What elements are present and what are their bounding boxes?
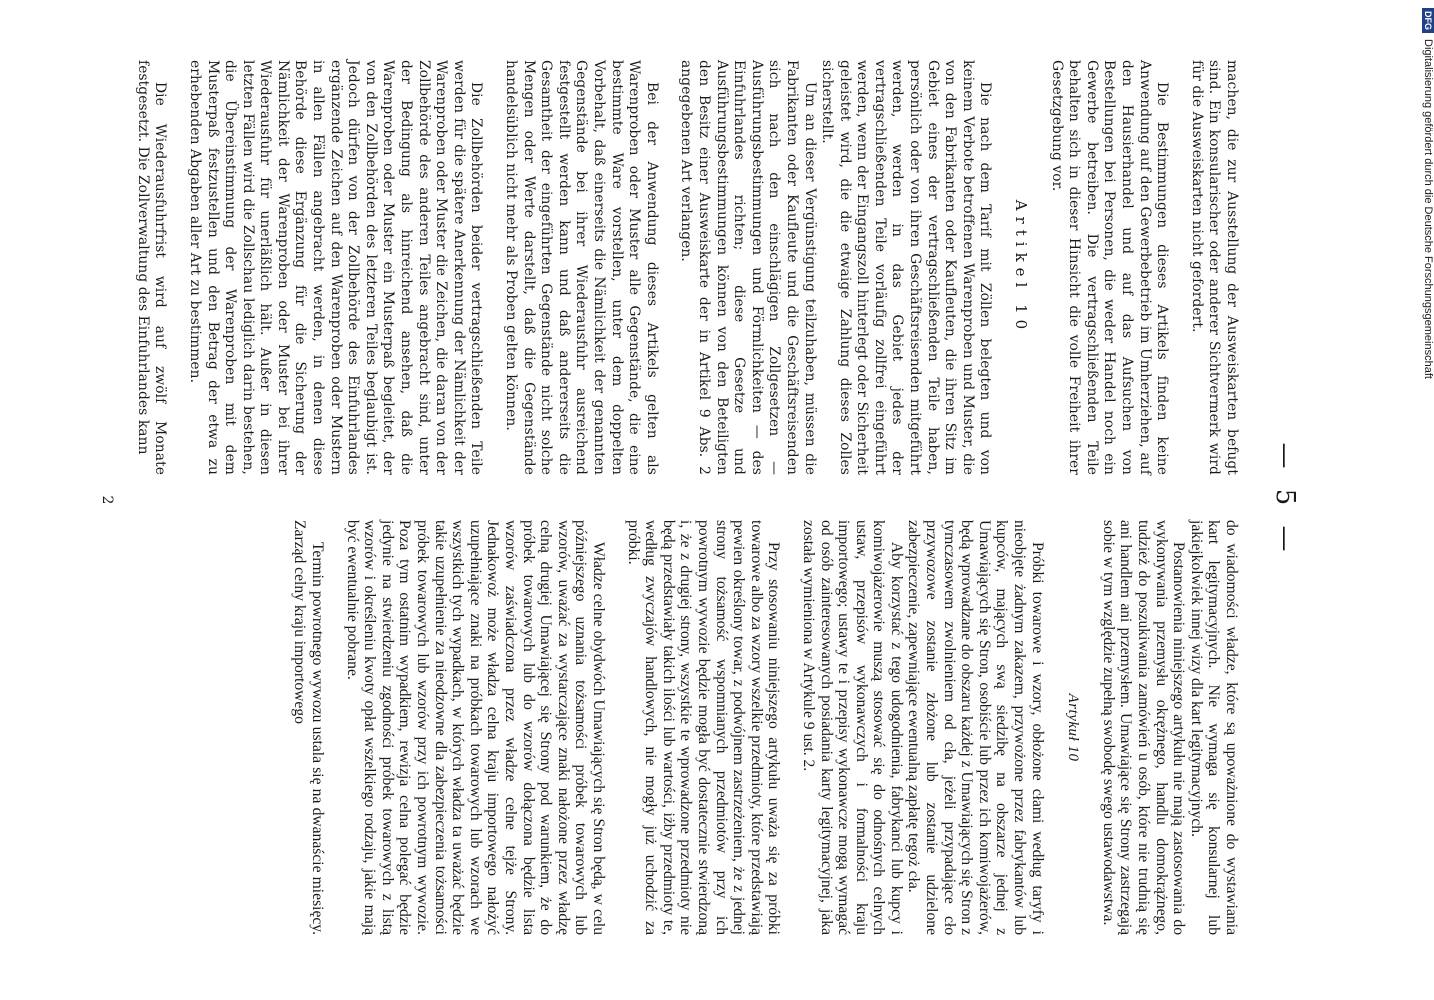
article-heading-german: Artikel 10 xyxy=(1012,199,1031,336)
paragraph: Die Zollbehörden beider vertragschließenden Teile werden für die spätere Anerkennung der Nämlichkeit der Warenproben oder Muster die Zeichen, die daran von der Zollbehörde des anderen Teiles angebracht sind, unter der Bedingung als hinreichend ansehen, daß die Warenproben oder Muster ein Musterpaß begleitet, der von den Zollbehörden des letzteren Teiles beglaubigt ist. Jedoch dürfen von der Zollbehörde des Einfuhrlandes ergänzende Zeichen auf den Warenproben oder Mustern in allen Fällen angebracht werden, in denen diese Behörde diese Ergänzung für die Sicherung der Nämlichkeit der Warenproben oder Muster bei ihrer Wiederausfuhr für unerläßlich hält. Außer in diesen letzten Fällen wird die Zollschau lediglich darin bestehen, die Übereinstimmung der Warenproben mit dem Musterpaß festzustellen und den Betrag der etwa zu erhebenden Abgaben aller Art zu bestimmen. xyxy=(186,60,485,475)
dfg-logo: DFG xyxy=(1422,8,1434,33)
dfg-watermark-text: Digitalisierung gefördert durch die Deutsche Forschungsgemeinschaft xyxy=(1422,39,1434,379)
paragraph: do wiadomości władze, które są upoważnione do wystawiania kart legitymacyjnych. Nie wymaga się konsularnej lub jakiejkolwiek innej wizy dla kart legitymacyjnych. xyxy=(1187,520,1240,935)
paragraph: Termin powrotnego wywozu ustala się na dwanaście miesięcy. Zarząd celny kraju importowego xyxy=(291,520,327,935)
paragraph: Postanowienia niniejszego artykułu nie mają zastosowania do wykonywania przemysłu okrężnego, handlu domokrążnego, tudzież do poszukiwania zamówień u osób, które nie trudnią się ani handlem ani przemysłem. Umawiające się Strony zastrzegają sobie w tym względzie zupełną swobodę swego ustawodawstwa. xyxy=(1099,520,1188,935)
sheet-number: 2 xyxy=(99,495,115,505)
paragraph: Przy stosowaniu niniejszego artykułu uważa się za próbki towarowe albo za wzory wszelkie przedmioty, które przedstawiają pewien określony towar, z podwójnem zastrzeżeniem, że z jednej strony tożsamość wspomnianych przedmiotów przy ich powrotnym wywozie będzie mogła być dostatecznie stwierdzoną i, że z drugiej strony, wszystkie te wprowadzone przedmioty nie będą przedstawiały takich ilości lub wartości, iżby przedmioty te, według zwyczajów handlowych, nie mogły już uchodzić za próbki. xyxy=(624,520,783,935)
german-column-top xyxy=(133,60,1240,475)
polish-column xyxy=(291,520,1240,935)
paragraph: Próbki towarowe i wzory, obłożone cłami według taryfy i nieobjęte żadnym zakazem, przywożone przez fabrykantów lub kupców, mających swą siedzibę na obszarze jednej z Umawiających się Stron, osobiście lub przez ich komiwojażerów, będą wprowadzane do obszaru każdej z Umawiających się Stron z tymczasowem zwolnieniem od cła, jeżeli przypadające cło przywozowe zostanie złożone lub zostanie udzielone zabezpieczenie, zapewniające ewentualną zapłatę tegoż cła. xyxy=(905,520,1046,935)
paragraph: Władze celne obydwóch Umawiających się Stron będą, w celu późniejszego uznania tożsamości próbek towarowych lub wzorów, uważać za wystarczające znaki nałożone przez władzę celną drugiej Umawiającej się Strony pod warunkiem, że do próbek towarowych lub do wzorów dołączona będzie lista wzorów zaświadczona przez władze celne tejże Strony. Jednakowoż może władza celna kraju importowego nałożyć uzupełniające znaki na próbkach towarowych lub wzorach we wszystkich tych wypadkach, w których władza ta uważać będzie takie uzupełnienie za nieodzowne dla zabezpieczenia tożsamości próbek towarowych lub wzorów przy ich powrotnym wywozie. Poza tym ostatnim wypadkiem, rewizja celna polegać będzie jedynie na stwierdzeniu zgodności próbek towarowych z listą wzorów i określeniu kwoty opłat wszelkiego rodzaju, jakie mają być ewentualnie pobrane. xyxy=(343,520,607,935)
article-heading-polish: Artykuł 10 xyxy=(1065,693,1082,762)
rotated-text-block xyxy=(100,60,1300,940)
paragraph: Die nach dem Tarif mit Zöllen belegten und von keinem Verbote betroffenen Warenproben und Muster, die von den Fabrikanten oder Kaufleuten, die ihren Sitz im Gebiet eines der vertragschließenden Teile haben, persönlich oder von ihren Geschäftsreisenden mitgeführt werden, werden in das Gebiet jedes der vertragschließenden Teile vorläufig zollfrei eingeführt werden, wenn der Eingangszoll hinterlegt oder Sicherheit geleistet wird, die die etwaige Zahlung dieses Zolles sicherstellt. xyxy=(819,60,994,475)
paragraph: machen, die zur Ausstellung der Ausweiskarten befugt sind. Ein konsularischer oder anderer Sichtvermerk wird für die Ausweiskarten nicht gefordert. xyxy=(1188,60,1240,475)
page-number-marker: — 5 — xyxy=(1270,442,1300,558)
paragraph: Die Wiederausfuhrfrist wird auf zwölf Monate festgesetzt. Die Zollverwaltung des Einfuhrlandes kann xyxy=(134,60,169,475)
paragraph: Um an dieser Vergünstigung teilzuhaben, müssen die Fabrikanten oder Kaufleute und die Geschäftsreisenden sich nach den einschlägigen Zollgesetzen — Ausführungsbestimmungen und Förmlichkeiten — des Einfuhrlandes richten; diese Gesetze und Ausführungsbestimmungen können von den Beteiligten den Besitz einer Ausweiskarte der in Artikel 9 Abs. 2 angegebenen Art verlangen. xyxy=(678,60,818,475)
paragraph: Bei der Anwendung dieses Artikels gelten als Warenproben oder Muster alle Gegenstände, die eine bestimmte Ware vorstellen, unter dem doppelten Vorbehalt, daß einerseits die Nämlichkeit der genannten Gegenstände bei ihrer Wiederausfuhr ausreichend festgestellt werden kann und daß andererseits die Gesamtheit der eingeführten Gegenstände nicht solche Mengen oder Werte darstellt, daß die Gegenstände handelsüblich nicht mehr als Proben gelten können. xyxy=(503,60,660,475)
paragraph: Aby korzystać z tego udogodnienia, fabrykanci lub kupcy i komiwojażerowie muszą stosować się do odnośnych celnych ustaw, przepisów wykonawczych i formalności kraju importowego; ustawy te i przepisy wykonawcze mogą wymagać od osób zainteresowanych posiadania karty legitymacyjnej, jaka została wymieniona w Artykule 9 ust. 2. xyxy=(799,520,905,935)
paragraph: Die Bestimmungen dieses Artikels finden keine Anwendung auf den Gewerbebetrieb im Umherziehen, auf den Hausierhandel und auf das Aufsuchen von Bestellungen bei Personen, die weder Handel noch ein Gewerbe betreiben. Die vertragschließenden Teile behalten sich in dieser Hinsicht die volle Freiheit ihrer Gesetzgebung vor. xyxy=(1048,60,1171,475)
dfg-watermark xyxy=(1413,0,1434,1000)
